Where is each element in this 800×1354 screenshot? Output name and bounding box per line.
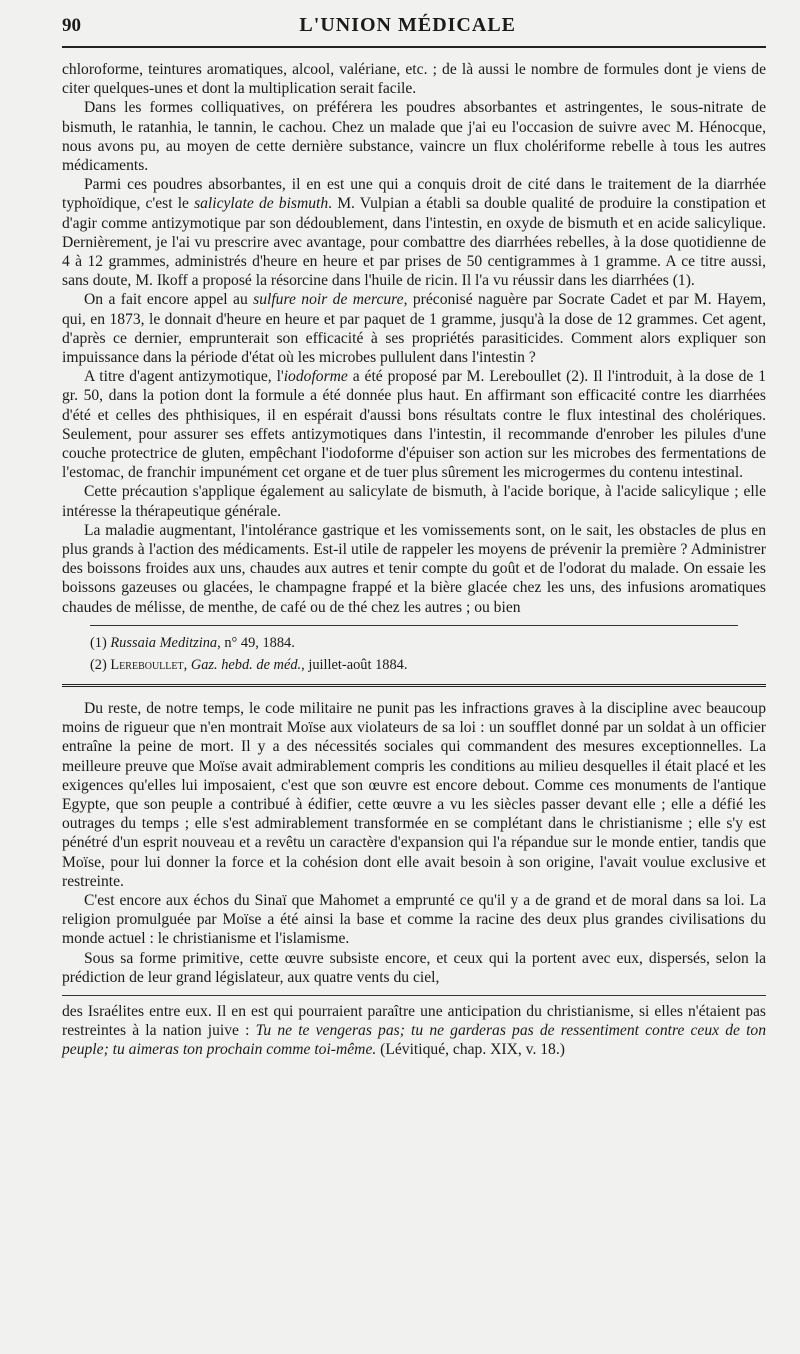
article-paragraph: Cette précaution s'applique également au salicylate de bismuth, à l'acide borique, à l'acide salicylique ; elle intéresse la thérapeutique générale. [62,483,766,520]
feuilleton-note [62,1002,766,1060]
feuilleton-paragraph: C'est encore aux échos du Sinaï que Mahomet a emprunté ce qu'il y a de grand et de moral dans sa loi. La religion promulguée par Moïse a été ainsi la base et comme la racine des deux plus grandes civilisations du monde actuel : le christianisme et l'islamisme. [62,891,766,948]
footnotes [62,632,766,676]
feuilleton-separator [62,684,766,689]
footnote-separator [90,625,738,626]
article-paragraph: On a fait encore appel au sulfure noir de mercure, préconisé naguère par Socrate Cadet et par M. Hayem, qui, en 1873, le donnait d'heure en heure et par paquet de 1 gramme, jusqu'à la dose de 12 grammes. Cet agent, d'après ce dernier, emprunterait son efficacité à ses propriétés parasiticides. Comment alors expliquer son impuissance dans la période d'état où les microbes pullulent dans l'intestin ? [62,291,767,367]
header-rule [62,46,766,48]
page-header [62,14,766,46]
page-number: 90 [62,15,81,36]
feuilleton-note-paragraph: des Israélites entre eux. Il en est qui pourraient paraître une anticipation du christianisme, si elles n'étaient pas restreintes à la nation juive : Tu ne te vengeras pas; tu ne garderas pas de ressentiment contre ceux de ton peuple; tu aimeras ton prochain comme toi-même. (Lévitiqué, chap. XIX, v. 18.) [62,1002,766,1059]
article-paragraph: Parmi ces poudres absorbantes, il en est une qui a conquis droit de cité dans le traitement de la diarrhée typhoïdique, c'est le salicylate de bismuth. M. Vulpian a établi sa double qualité de produire la constipation et d'agir comme antizymotique par son dédoublement, dans l'intestin, en oxyde de bismuth et en acide salicylique. Dernièrement, je l'ai vu prescrire avec avantage, pour combattre des diarrhées rebelles, à la dose quotidienne de 4 à 12 grammes, administrés d'heure en heure et par prises de 50 centigrammes à 1 gramme. A ce titre aussi, sans doute, M. Ikoff a proposé la résorcine dans l'huile de ricin. Il l'a vu réussir dans les diarrhées (1). [62,176,766,290]
journal-title: L'UNION MÉDICALE [299,14,516,36]
feuilleton-note-separator [62,995,766,996]
article-paragraph: chloroforme, teintures aromatiques, alcool, valériane, etc. ; de là aussi le nombre de formules dont je viens de citer quelques-unes et dont la multiplication serait facile. [62,61,766,98]
feuilleton-body [62,699,766,987]
feuilleton-paragraph: Du reste, de notre temps, le code militaire ne punit pas les infractions graves à la discipline avec beaucoup moins de rigueur que n'en montrait Moïse aux violateurs de sa loi : un soufflet donné par un soldat à un officier entraîne la peine de mort. Il y a des nécessités sociales qui commandent des mesures exceptionnelles. La meilleure preuve que Moïse avait admirablement compris les conditions au milieu desquelles il était placé et les exigences qu'elles lui imposaient, c'est que son œuvre est encore debout. Comme ces monuments de l'antique Egypte, que son peuple a contribué à édifier, cette œuvre a vu les siècles passer devant elle ; elle a défié les outrages du temps ; elle s'est admirablement transformée en se complétant dans le christianisme ; elle s'y est pénétré d'un esprit nouveau et a revêtu un caractère d'expansion qui l'a répandue sur le monde entier, tandis que Moïse, pour lui donner la force et la cohésion dont elle avait besoin à son origine, l'avait voulue exclusive et restreinte. [62,699,766,890]
article-paragraph: A titre d'agent antizymotique, l'iodoforme a été proposé par M. Lereboullet (2). Il l'introduit, à la dose de 1 gr. 50, dans la potion dont la formule a été donnée plus haut. En affirmant son efficacité contre les diarrhées d'été et celles des phthisiques, il en espérait d'aussi bons résultats contre le flux intestinal des cholériques. Seulement, pour assurer ses effets antizymotiques dans l'intestin, il recommande d'enrober les pilules d'une couche protectrice de gluten, empêchant l'iodoforme d'épuiser son action sur les microbes des fermentations de l'estomac, de franchir impunément cet organe et de tuer plus sûrement les microgermes du contenu intestinal. [62,368,766,482]
article-paragraph: Dans les formes colliquatives, on préférera les poudres absorbantes et astringentes, le sous-nitrate de bismuth, le ratanhia, le tannin, le cachou. Chez un malade que j'ai eu l'occasion de suivre avec M. Hénocque, nous avons pu, au moyen de cette dernière substance, vaincre un flux cholériforme rebelle à tous les autres médicaments. [62,99,766,175]
footnote-1: (1) Russaia Meditzina, n° 49, 1884. [90,634,295,651]
article-paragraph: La maladie augmentant, l'intolérance gastrique et les vomissements sont, on le sait, les obstacles de plus en plus grands à l'action des médicaments. Est-il utile de rappeler les moyens de prévenir la première ? Administrer des boissons froides aux uns, chaudes aux autres et tenir compte du goût et de l'odorat du malade. On essaie les boissons gazeuses ou glacées, le champagne frappé et la bière glacée chez les uns, des infusions aromatiques chaudes de mélisse, de menthe, de café ou de thé chez les autres ; ou bien [62,521,766,616]
article-body [62,60,766,617]
feuilleton-paragraph: Sous sa forme primitive, cette œuvre subsiste encore, et ceux qui la portent avec eux, dispersés, selon la prédiction de leur grand législateur, aux quatre vents du ciel, [62,949,766,986]
footnote-2: (2) Lereboullet, Gaz. hebd. de méd., juillet-août 1884. [90,656,408,673]
